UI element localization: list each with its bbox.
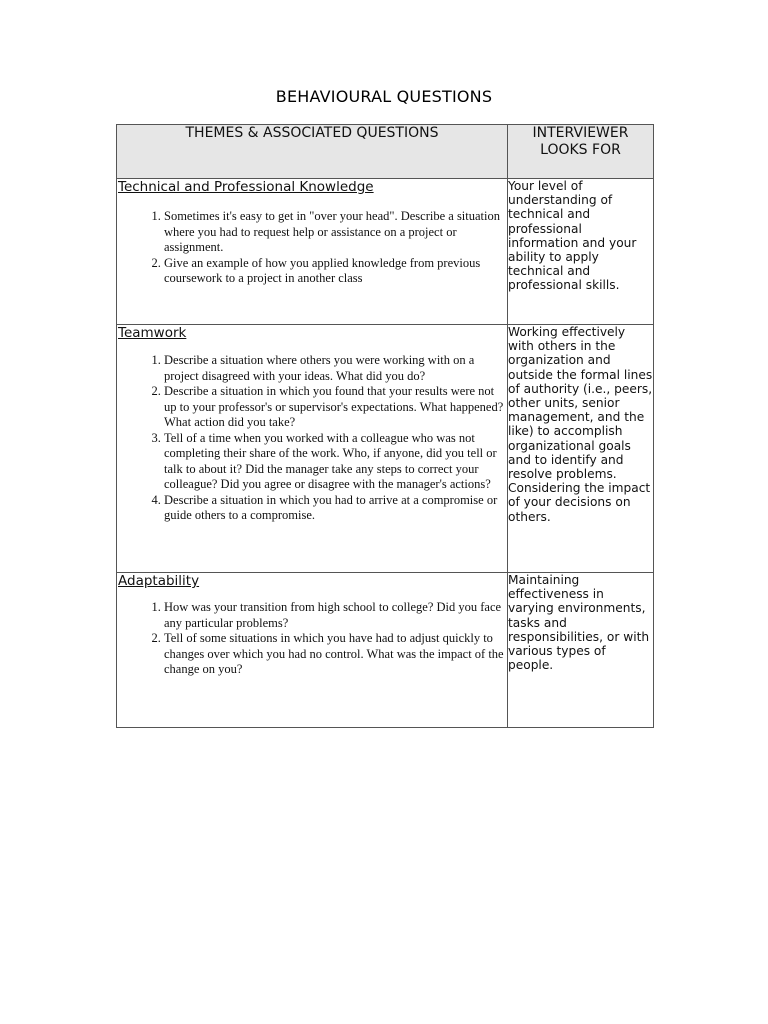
table-row-adaptability (117, 573, 654, 728)
question-item: 4. Describe a situation in which you had to arrive at a compromise or guide others to a compromise. (164, 493, 507, 524)
looks-for-cell (508, 325, 654, 573)
question-item: 1. Describe a situation where others you were working with on a project disagreed with your ideas. What did you do? (164, 353, 507, 384)
header-looks-for-line1: INTERVIEWER (532, 125, 629, 141)
questions-cell (117, 179, 508, 325)
theme-heading: Teamwork (118, 325, 187, 341)
behavioural-questions-table (116, 124, 654, 728)
question-item: 2. Give an example of how you applied knowledge from previous coursework to a project in another class (164, 256, 507, 287)
looks-for-cell (508, 573, 654, 728)
looks-for-cell (508, 179, 654, 325)
header-themes-questions: THEMES & ASSOCIATED QUESTIONS (117, 125, 508, 179)
questions-cell (117, 325, 508, 573)
question-item: 3. Tell of a time when you worked with a colleague who was not completing their share of the work. Who, if anyone, did you tell or talk to about it? Did the manager take any steps to correct your colleague? Did you agree or disagree with the manager's actions? (164, 431, 507, 493)
theme-heading: Adaptability (118, 573, 200, 589)
header-looks-for-line2: LOOKS FOR (540, 142, 621, 158)
question-item: 1. How was your transition from high school to college? Did you face any particular problems? (164, 600, 507, 631)
question-list (117, 353, 507, 524)
question-list (117, 600, 507, 678)
table-row-teamwork (117, 325, 654, 573)
page-title: BEHAVIOURAL QUESTIONS (275, 87, 493, 106)
looks-for-text: Working effectively with others in the organization and outside the formal lines of authority (i.e., peers, other units, senior management, and the like) to accomplish organizational goals and to identify and resolve problems. Considering the impact of your decisions on others. (508, 325, 653, 524)
question-item: 2. Describe a situation in which you found that your results were not up to your professor's or supervisor's expectations. What happened? What action did you take? (164, 384, 507, 431)
questions-cell (117, 573, 508, 728)
header-interviewer-looks-for (508, 125, 654, 179)
question-item: 1. Sometimes it's easy to get in "over your head". Describe a situation where you had to request help or assistance on a project or assignment. (164, 209, 507, 256)
looks-for-text: Maintaining effectiveness in varying environments, tasks and responsibilities, or with various types of people. (508, 573, 650, 673)
theme-heading: Technical and Professional Knowledge (118, 179, 374, 195)
table-row-technical (117, 179, 654, 325)
table-header-row (117, 125, 654, 179)
question-item: 2. Tell of some situations in which you have had to adjust quickly to changes over which you had no control. What was the impact of the change on you? (164, 631, 507, 678)
looks-for-text: Your level of understanding of technical and professional information and your ability to apply technical and professional skills. (508, 179, 637, 293)
question-list (117, 209, 507, 287)
